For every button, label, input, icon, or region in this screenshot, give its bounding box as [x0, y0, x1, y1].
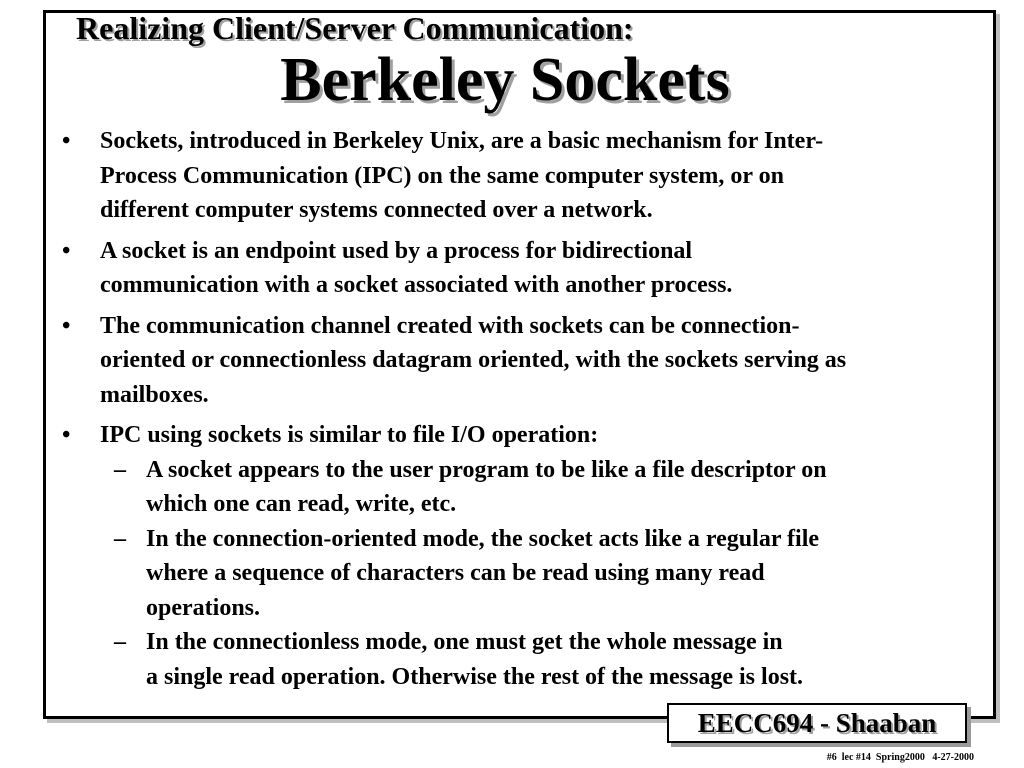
slide-content [62, 124, 992, 694]
sub-bullet-item [62, 453, 992, 522]
slide-title: Berkeley Sockets [280, 46, 730, 114]
bullet-text-line: The communication channel created with sockets can be connection- [100, 312, 800, 339]
sub-bullet-text-line: In the connection-oriented mode, the socket acts like a regular file [146, 525, 820, 552]
footer-course-label: EECC694 - Shaaban [667, 703, 967, 743]
sub-bullet-text-line: In the connectionless mode, one must get the whole message in [146, 629, 783, 655]
bullet-item [62, 124, 992, 228]
bullet-item [62, 234, 992, 303]
bullet-text-line: mailboxes. [100, 381, 209, 408]
dash-mark: – [114, 456, 126, 483]
bullet-mark: • [62, 237, 71, 264]
sub-bullet-text-line: where a sequence of characters can be read using many read [146, 560, 765, 586]
sub-bullet-text-line: A socket appears to the user program to be like a file descriptor on [146, 456, 827, 483]
bullet-text-line: different computer systems connected over a network. [100, 197, 653, 223]
dash-mark: – [114, 629, 126, 655]
bullet-text-line: communication with a socket associated with another process. [100, 272, 733, 298]
dash-mark: – [114, 525, 126, 552]
bullet-text-line: A socket is an endpoint used by a process for bidirectional [100, 237, 693, 264]
bullet-mark: • [62, 128, 71, 154]
bullet-text-line: Process Communication (IPC) on the same computer system, or on [100, 162, 784, 189]
footer-lecture-note: #6 lec #14 Spring2000 4-27-2000 [826, 752, 974, 763]
bullet-item [62, 309, 992, 413]
bullet-mark: • [62, 312, 71, 339]
bullet-item [62, 418, 992, 453]
bullet-text-line: oriented or connectionless datagram oriented, with the sockets serving as [100, 347, 847, 373]
sub-bullet-item [62, 522, 992, 626]
slide-subtitle: Realizing Client/Server Communication: [76, 10, 634, 46]
bullet-text-line: Sockets, introduced in Berkeley Unix, are a basic mechanism for Inter- [100, 128, 824, 154]
bullet-mark: • [62, 422, 71, 448]
sub-bullet-text-line: which one can read, write, etc. [146, 491, 457, 517]
sub-bullet-text-line: a single read operation. Otherwise the rest of the message is lost. [146, 663, 804, 690]
sub-bullet-text-line: operations. [146, 594, 260, 621]
sub-bullet-item [62, 625, 992, 694]
bullet-text-line: IPC using sockets is similar to file I/O operation: [100, 422, 599, 448]
